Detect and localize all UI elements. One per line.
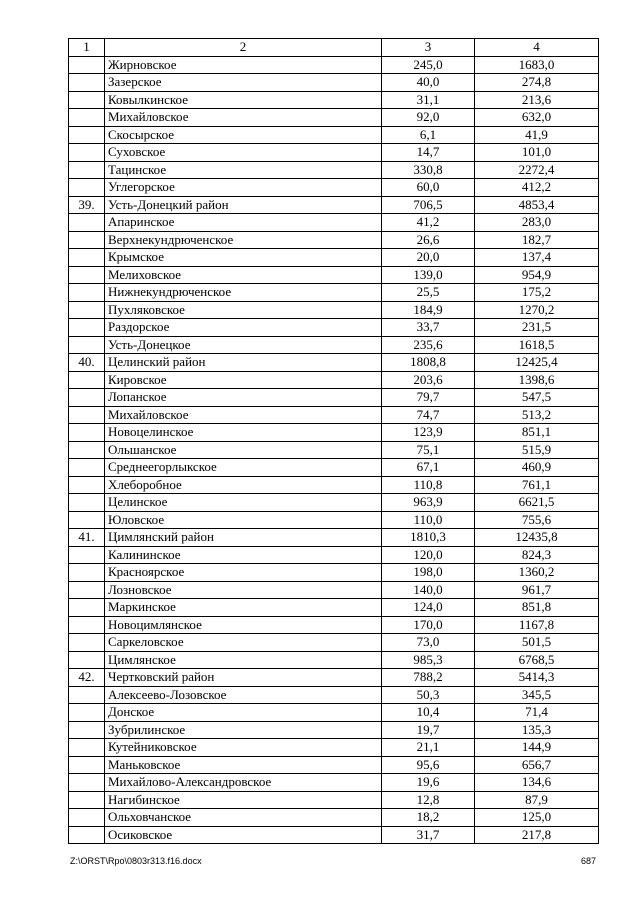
row-number-cell xyxy=(69,266,105,284)
table-row xyxy=(69,581,599,599)
row-value-col3-cell: 6,1 xyxy=(382,126,475,144)
row-value-col4-cell: 656,7 xyxy=(475,756,599,774)
row-value-col4-cell: 513,2 xyxy=(475,406,599,424)
row-value-col3-cell: 788,2 xyxy=(382,669,475,687)
row-name-cell: Углегорское xyxy=(105,179,382,197)
table-row xyxy=(69,126,599,144)
table-row xyxy=(69,354,599,372)
row-value-col4-cell: 71,4 xyxy=(475,704,599,722)
row-value-col3-cell: 19,7 xyxy=(382,721,475,739)
table-row xyxy=(69,459,599,477)
table-row xyxy=(69,266,599,284)
row-number-cell: 40. xyxy=(69,354,105,372)
row-value-col3-cell: 985,3 xyxy=(382,651,475,669)
row-value-col4-cell: 515,9 xyxy=(475,441,599,459)
table-row xyxy=(69,721,599,739)
row-name-cell: Жирновское xyxy=(105,56,382,74)
table-row xyxy=(69,756,599,774)
row-value-col4-cell: 134,6 xyxy=(475,774,599,792)
row-value-col4-cell: 345,5 xyxy=(475,686,599,704)
row-value-col4-cell: 231,5 xyxy=(475,319,599,337)
table-row xyxy=(69,301,599,319)
row-number-cell xyxy=(69,319,105,337)
row-value-col4-cell: 137,4 xyxy=(475,249,599,267)
data-table xyxy=(68,38,599,844)
row-name-cell: Лопанское xyxy=(105,389,382,407)
row-name-cell: Верхнекундрюченское xyxy=(105,231,382,249)
row-name-cell: Маньковское xyxy=(105,756,382,774)
table-row xyxy=(69,441,599,459)
table-row xyxy=(69,196,599,214)
row-value-col4-cell: 283,0 xyxy=(475,214,599,232)
header-cell-4: 4 xyxy=(475,39,599,57)
row-number-cell xyxy=(69,406,105,424)
row-value-col4-cell: 217,8 xyxy=(475,826,599,844)
table-row xyxy=(69,231,599,249)
row-name-cell: Ольшанское xyxy=(105,441,382,459)
row-name-cell: Суховское xyxy=(105,144,382,162)
row-value-col3-cell: 10,4 xyxy=(382,704,475,722)
table-header-row xyxy=(69,39,599,57)
row-name-cell: Донское xyxy=(105,704,382,722)
row-value-col3-cell: 14,7 xyxy=(382,144,475,162)
row-value-col4-cell: 12435,8 xyxy=(475,529,599,547)
row-name-cell: Юловское xyxy=(105,511,382,529)
row-number-cell xyxy=(69,459,105,477)
row-value-col4-cell: 12425,4 xyxy=(475,354,599,372)
row-value-col3-cell: 1808,8 xyxy=(382,354,475,372)
row-value-col3-cell: 31,1 xyxy=(382,91,475,109)
row-name-cell: Целинское xyxy=(105,494,382,512)
row-number-cell xyxy=(69,494,105,512)
table-row xyxy=(69,389,599,407)
table-row xyxy=(69,564,599,582)
row-number-cell xyxy=(69,126,105,144)
row-number-cell xyxy=(69,371,105,389)
row-number-cell xyxy=(69,161,105,179)
table-row xyxy=(69,651,599,669)
row-name-cell: Калининское xyxy=(105,546,382,564)
row-name-cell: Апаринское xyxy=(105,214,382,232)
header-cell-1: 1 xyxy=(69,39,105,57)
row-number-cell xyxy=(69,284,105,302)
row-value-col4-cell: 501,5 xyxy=(475,634,599,652)
table-row xyxy=(69,546,599,564)
row-value-col4-cell: 101,0 xyxy=(475,144,599,162)
table-row xyxy=(69,791,599,809)
row-value-col3-cell: 706,5 xyxy=(382,196,475,214)
row-value-col4-cell: 761,1 xyxy=(475,476,599,494)
row-number-cell xyxy=(69,826,105,844)
row-number-cell: 41. xyxy=(69,529,105,547)
row-number-cell xyxy=(69,91,105,109)
row-value-col3-cell: 12,8 xyxy=(382,791,475,809)
row-name-cell: Кировское xyxy=(105,371,382,389)
row-value-col4-cell: 1270,2 xyxy=(475,301,599,319)
table-row xyxy=(69,144,599,162)
row-value-col3-cell: 79,7 xyxy=(382,389,475,407)
row-value-col3-cell: 198,0 xyxy=(382,564,475,582)
row-value-col4-cell: 1167,8 xyxy=(475,616,599,634)
row-value-col4-cell: 175,2 xyxy=(475,284,599,302)
row-number-cell xyxy=(69,441,105,459)
row-number-cell: 42. xyxy=(69,669,105,687)
row-value-col3-cell: 120,0 xyxy=(382,546,475,564)
row-number-cell xyxy=(69,564,105,582)
row-value-col4-cell: 1360,2 xyxy=(475,564,599,582)
row-number-cell xyxy=(69,686,105,704)
row-name-cell: Алексеево-Лозовское xyxy=(105,686,382,704)
table-row xyxy=(69,739,599,757)
row-name-cell: Михайловское xyxy=(105,406,382,424)
row-value-col4-cell: 2272,4 xyxy=(475,161,599,179)
footer-page-number: 687 xyxy=(580,856,596,866)
row-name-cell: Цимлянское xyxy=(105,651,382,669)
header-cell-3: 3 xyxy=(382,39,475,57)
table-row xyxy=(69,56,599,74)
row-name-cell: Кутейниковское xyxy=(105,739,382,757)
row-value-col3-cell: 74,7 xyxy=(382,406,475,424)
row-value-col3-cell: 50,3 xyxy=(382,686,475,704)
row-number-cell xyxy=(69,651,105,669)
row-name-cell: Саркеловское xyxy=(105,634,382,652)
row-number-cell xyxy=(69,214,105,232)
row-value-col3-cell: 245,0 xyxy=(382,56,475,74)
row-name-cell: Нагибинское xyxy=(105,791,382,809)
row-value-col4-cell: 755,6 xyxy=(475,511,599,529)
row-value-col3-cell: 139,0 xyxy=(382,266,475,284)
row-value-col3-cell: 110,0 xyxy=(382,511,475,529)
row-number-cell xyxy=(69,546,105,564)
row-value-col4-cell: 4853,4 xyxy=(475,196,599,214)
row-value-col3-cell: 170,0 xyxy=(382,616,475,634)
row-value-col3-cell: 60,0 xyxy=(382,179,475,197)
row-value-col3-cell: 203,6 xyxy=(382,371,475,389)
row-name-cell: Михайлово-Александровское xyxy=(105,774,382,792)
row-number-cell xyxy=(69,109,105,127)
row-value-col3-cell: 123,9 xyxy=(382,424,475,442)
row-value-col4-cell: 213,6 xyxy=(475,91,599,109)
row-number-cell xyxy=(69,634,105,652)
row-name-cell: Среднеегорлыкское xyxy=(105,459,382,477)
row-value-col3-cell: 235,6 xyxy=(382,336,475,354)
row-number-cell: 39. xyxy=(69,196,105,214)
table-row xyxy=(69,161,599,179)
row-name-cell: Мелиховское xyxy=(105,266,382,284)
row-value-col4-cell: 1683,0 xyxy=(475,56,599,74)
row-value-col4-cell: 182,7 xyxy=(475,231,599,249)
row-value-col3-cell: 963,9 xyxy=(382,494,475,512)
row-value-col3-cell: 184,9 xyxy=(382,301,475,319)
table-row xyxy=(69,371,599,389)
row-value-col3-cell: 1810,3 xyxy=(382,529,475,547)
footer-file-path: Z:\ORST\Rpo\0803r313.f16.docx xyxy=(70,856,202,866)
table-row xyxy=(69,599,599,617)
row-number-cell xyxy=(69,144,105,162)
row-name-cell: Лозновское xyxy=(105,581,382,599)
row-value-col4-cell: 547,5 xyxy=(475,389,599,407)
row-name-cell: Чертковский район xyxy=(105,669,382,687)
row-name-cell: Усть-Донецкий район xyxy=(105,196,382,214)
row-number-cell xyxy=(69,739,105,757)
row-name-cell: Пухляковское xyxy=(105,301,382,319)
table-row xyxy=(69,91,599,109)
row-value-col4-cell: 6621,5 xyxy=(475,494,599,512)
row-name-cell: Крымское xyxy=(105,249,382,267)
row-name-cell: Зубрилинское xyxy=(105,721,382,739)
table-row xyxy=(69,284,599,302)
row-value-col3-cell: 21,1 xyxy=(382,739,475,757)
row-name-cell: Осиковское xyxy=(105,826,382,844)
row-value-col3-cell: 25,5 xyxy=(382,284,475,302)
row-name-cell: Красноярское xyxy=(105,564,382,582)
row-value-col4-cell: 961,7 xyxy=(475,581,599,599)
row-number-cell xyxy=(69,616,105,634)
row-value-col3-cell: 124,0 xyxy=(382,599,475,617)
row-name-cell: Михайловское xyxy=(105,109,382,127)
table-row xyxy=(69,704,599,722)
row-value-col4-cell: 851,1 xyxy=(475,424,599,442)
row-value-col4-cell: 824,3 xyxy=(475,546,599,564)
table-row xyxy=(69,336,599,354)
row-value-col3-cell: 95,6 xyxy=(382,756,475,774)
row-value-col3-cell: 75,1 xyxy=(382,441,475,459)
row-value-col3-cell: 20,0 xyxy=(382,249,475,267)
row-value-col4-cell: 460,9 xyxy=(475,459,599,477)
table-row xyxy=(69,511,599,529)
row-name-cell: Новоцимлянское xyxy=(105,616,382,634)
row-number-cell xyxy=(69,231,105,249)
row-name-cell: Новоцелинское xyxy=(105,424,382,442)
row-value-col3-cell: 31,7 xyxy=(382,826,475,844)
table-row xyxy=(69,319,599,337)
row-name-cell: Нижнекундрюченское xyxy=(105,284,382,302)
row-number-cell xyxy=(69,511,105,529)
row-value-col4-cell: 87,9 xyxy=(475,791,599,809)
row-value-col3-cell: 19,6 xyxy=(382,774,475,792)
table-row xyxy=(69,529,599,547)
row-name-cell: Хлеборобное xyxy=(105,476,382,494)
row-value-col4-cell: 412,2 xyxy=(475,179,599,197)
header-cell-2: 2 xyxy=(105,39,382,57)
row-value-col4-cell: 5414,3 xyxy=(475,669,599,687)
row-name-cell: Маркинское xyxy=(105,599,382,617)
table-row xyxy=(69,669,599,687)
row-number-cell xyxy=(69,704,105,722)
row-value-col4-cell: 851,8 xyxy=(475,599,599,617)
row-value-col3-cell: 67,1 xyxy=(382,459,475,477)
row-number-cell xyxy=(69,581,105,599)
row-number-cell xyxy=(69,301,105,319)
row-value-col3-cell: 92,0 xyxy=(382,109,475,127)
table-row xyxy=(69,74,599,92)
row-number-cell xyxy=(69,791,105,809)
row-number-cell xyxy=(69,599,105,617)
row-name-cell: Цимлянский район xyxy=(105,529,382,547)
row-value-col3-cell: 18,2 xyxy=(382,809,475,827)
table-row xyxy=(69,214,599,232)
table-row xyxy=(69,826,599,844)
row-number-cell xyxy=(69,476,105,494)
row-number-cell xyxy=(69,389,105,407)
row-name-cell: Усть-Донецкое xyxy=(105,336,382,354)
row-number-cell xyxy=(69,249,105,267)
table-row xyxy=(69,686,599,704)
table-row xyxy=(69,179,599,197)
table-row xyxy=(69,494,599,512)
row-value-col4-cell: 6768,5 xyxy=(475,651,599,669)
table-row xyxy=(69,476,599,494)
row-number-cell xyxy=(69,809,105,827)
row-value-col4-cell: 632,0 xyxy=(475,109,599,127)
row-value-col4-cell: 41,9 xyxy=(475,126,599,144)
table-row xyxy=(69,634,599,652)
row-number-cell xyxy=(69,774,105,792)
row-number-cell xyxy=(69,74,105,92)
row-value-col4-cell: 1398,6 xyxy=(475,371,599,389)
row-name-cell: Тацинское xyxy=(105,161,382,179)
table-row xyxy=(69,109,599,127)
row-value-col3-cell: 110,8 xyxy=(382,476,475,494)
row-name-cell: Целинский район xyxy=(105,354,382,372)
row-value-col3-cell: 140,0 xyxy=(382,581,475,599)
row-number-cell xyxy=(69,424,105,442)
row-value-col3-cell: 41,2 xyxy=(382,214,475,232)
row-name-cell: Раздорское xyxy=(105,319,382,337)
row-value-col3-cell: 40,0 xyxy=(382,74,475,92)
table-row xyxy=(69,809,599,827)
row-value-col4-cell: 1618,5 xyxy=(475,336,599,354)
row-value-col4-cell: 274,8 xyxy=(475,74,599,92)
row-number-cell xyxy=(69,721,105,739)
table-row xyxy=(69,424,599,442)
table-row xyxy=(69,406,599,424)
row-value-col3-cell: 73,0 xyxy=(382,634,475,652)
row-name-cell: Скосырское xyxy=(105,126,382,144)
row-name-cell: Ольховчанское xyxy=(105,809,382,827)
row-name-cell: Зазерское xyxy=(105,74,382,92)
row-number-cell xyxy=(69,336,105,354)
table-body xyxy=(69,39,599,844)
table-row xyxy=(69,774,599,792)
table-row xyxy=(69,616,599,634)
table-row xyxy=(69,249,599,267)
row-value-col4-cell: 125,0 xyxy=(475,809,599,827)
row-number-cell xyxy=(69,56,105,74)
row-value-col3-cell: 330,8 xyxy=(382,161,475,179)
row-value-col4-cell: 954,9 xyxy=(475,266,599,284)
row-value-col3-cell: 33,7 xyxy=(382,319,475,337)
row-name-cell: Ковылкинское xyxy=(105,91,382,109)
row-value-col3-cell: 26,6 xyxy=(382,231,475,249)
row-value-col4-cell: 135,3 xyxy=(475,721,599,739)
row-value-col4-cell: 144,9 xyxy=(475,739,599,757)
row-number-cell xyxy=(69,179,105,197)
row-number-cell xyxy=(69,756,105,774)
